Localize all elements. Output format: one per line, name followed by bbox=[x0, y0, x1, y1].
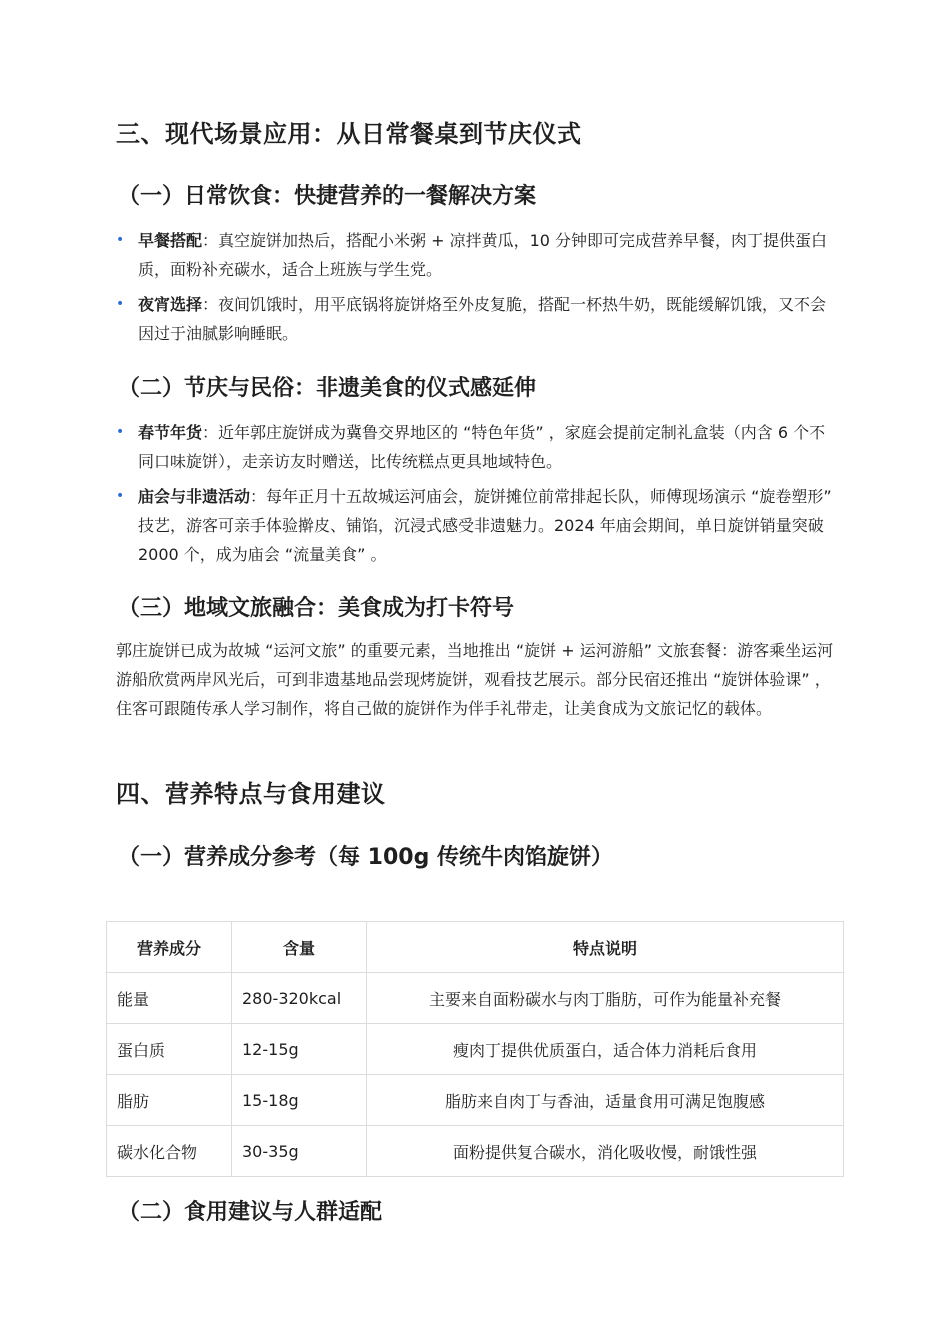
table-row bbox=[107, 973, 844, 1024]
table-cell: 脂肪来自肉丁与香油，适量食用可满足饱腹感 bbox=[367, 1075, 844, 1126]
table-cell: 蛋白质 bbox=[107, 1024, 232, 1075]
table-cell: 面粉提供复合碳水，消化吸收慢，耐饿性强 bbox=[367, 1126, 844, 1177]
list-item bbox=[116, 418, 836, 476]
list-item-lead: 庙会与非遗活动 bbox=[138, 487, 251, 506]
section3-sub1-title: （一）日常饮食：快捷营养的一餐解决方案 bbox=[118, 184, 537, 209]
list-item-text: ：夜间饥饿时，用平底锅将旋饼烙至外皮复脆，搭配一杯热牛奶，既能缓解饥饿，又不会因过于油腻影响睡眠。 bbox=[138, 295, 827, 343]
bullet-icon: • bbox=[116, 424, 125, 440]
section4-title: 四、营养特点与食用建议 bbox=[116, 780, 386, 808]
nutrition-table bbox=[106, 921, 844, 1177]
list-item-text: ：近年郭庄旋饼成为冀鲁交界地区的 “特色年货” ，家庭会提前定制礼盒装（内含 6 个不同口味旋饼），走亲访友时赠送，比传统糕点更具地域特色。 bbox=[138, 423, 826, 471]
list-item-lead: 春节年货 bbox=[138, 423, 203, 442]
table-row bbox=[107, 1075, 844, 1126]
list-item bbox=[116, 226, 836, 284]
table-cell: 30-35g bbox=[232, 1126, 367, 1177]
section3-sub2-title: （二）节庆与民俗：非遗美食的仪式感延伸 bbox=[118, 376, 537, 401]
table-header-cell: 营养成分 bbox=[107, 922, 232, 973]
table-cell: 15-18g bbox=[232, 1075, 367, 1126]
list-item bbox=[116, 290, 836, 348]
bullet-icon: • bbox=[116, 296, 125, 312]
list-item-text: ：每年正月十五故城运河庙会，旋饼摊位前常排起长队，师傅现场演示 “旋卷塑形” 技艺，游客可亲手体验擀皮、铺馅，沉浸式感受非遗魅力。2024 年庙会期间，单日旋饼销量突破 2000 个，成为庙会 “流量美食” 。 bbox=[138, 487, 832, 564]
table-cell: 12-15g bbox=[232, 1024, 367, 1075]
list-item-lead: 夜宵选择 bbox=[138, 295, 203, 314]
table-cell: 碳水化合物 bbox=[107, 1126, 232, 1177]
list-item-text: ：真空旋饼加热后，搭配小米粥 + 凉拌黄瓜，10 分钟即可完成营养早餐，肉丁提供蛋白质，面粉补充碳水，适合上班族与学生党。 bbox=[138, 231, 828, 279]
section3-title: 三、现代场景应用：从日常餐桌到节庆仪式 bbox=[116, 120, 582, 148]
table-cell: 280-320kcal bbox=[232, 973, 367, 1024]
table-row bbox=[107, 1126, 844, 1177]
table-header-cell: 含量 bbox=[232, 922, 367, 973]
list-item bbox=[116, 482, 836, 569]
section4-sub1-title: （一）营养成分参考（每 100g 传统牛肉馅旋饼） bbox=[118, 845, 613, 870]
bullet-icon: • bbox=[116, 488, 125, 504]
table-cell: 脂肪 bbox=[107, 1075, 232, 1126]
table-cell: 瘦肉丁提供优质蛋白，适合体力消耗后食用 bbox=[367, 1024, 844, 1075]
table-row bbox=[107, 1024, 844, 1075]
bullet-icon: • bbox=[116, 232, 125, 248]
table-header-row bbox=[107, 922, 844, 973]
list-item-lead: 早餐搭配 bbox=[138, 231, 203, 250]
table-header-cell: 特点说明 bbox=[367, 922, 844, 973]
table-cell: 主要来自面粉碳水与肉丁脂肪，可作为能量补充餐 bbox=[367, 973, 844, 1024]
section3-sub3-title: （三）地域文旅融合：美食成为打卡符号 bbox=[118, 596, 515, 621]
table-cell: 能量 bbox=[107, 973, 232, 1024]
section3-sub3-paragraph: 郭庄旋饼已成为故城 “运河文旅” 的重要元素，当地推出 “旋饼 + 运河游船” 文旅套餐：游客乘坐运河游船欣赏两岸风光后，可到非遗基地品尝现烤旋饼，观看技艺展示。部分民宿还推出 “旋饼体验课” ，住客可跟随传承人学习制作，将自己做的旋饼作为伴手礼带走，让美食成为文旅记忆的载体。 bbox=[116, 641, 834, 718]
section4-sub2-title: （二）食用建议与人群适配 bbox=[118, 1200, 383, 1225]
